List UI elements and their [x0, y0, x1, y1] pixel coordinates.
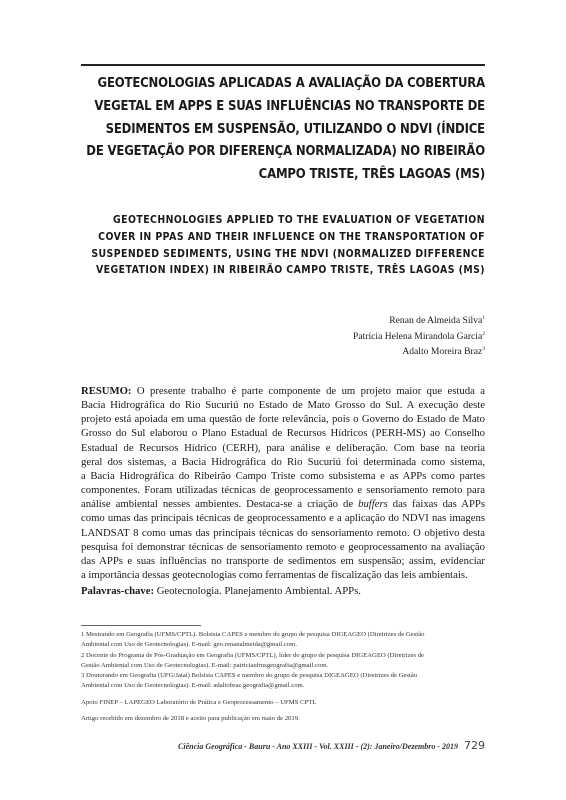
- abstract-line: geral dos sistemas, a Bacia Hidrográfica do Rio Sucuriú foi determinada como sistema,: [81, 455, 485, 468]
- footnote-line: 2 Docente do Programa de Pós-Graduação em Geografia (UFMS/CPTL), líder do grupo de pesquisa DIGEAGEO (Diretrizes de: [81, 651, 425, 659]
- abstract-line: RESUMO: O presente trabalho é parte componente de um projeto maior que estuda a: [81, 385, 485, 397]
- title-en-line: COVER IN PPAS AND THEIR INFLUENCE ON THE TRANSPORTATION OF: [98, 230, 485, 243]
- title-pt-line: GEOTECNOLOGIAS APLICADAS A AVALIAÇÃO DA COBERTURA: [97, 75, 485, 91]
- abstract-line: a importância dessas geotecnologias como ferramentas de fiscalização das leis ambientais.: [81, 569, 468, 582]
- page-footer: [81, 739, 485, 752]
- abstract-line: como umas das principais técnicas de geoprocessamento e a aplicação do NDVI nas imagens: [81, 512, 485, 525]
- italic-term: buffers: [358, 498, 388, 511]
- author-footnote-ref: 2: [482, 330, 485, 337]
- abstract-line: das APPs e suas influências no transporte de sedimentos em suspensão; assim, evidenciar: [81, 554, 485, 567]
- footnotes: [81, 630, 485, 724]
- footnote-line: 1 Mestrando em Geografia (UFMS/CPTL). Bolsista CAPES e membro do grupo de pesquisa DIGEAGEO (Diretrizes de Gestão: [81, 631, 425, 638]
- title-top-rule: [81, 64, 485, 66]
- abstract-line: componentes. Foram utilizadas técnicas de geoprocessamento e sensoriamento remoto para: [81, 484, 485, 497]
- abstract-line: pesquisa foi demonstrar técnicas de sensoriamento remoto e geoprocessamento na avaliação: [81, 540, 485, 553]
- abstract: [81, 384, 485, 582]
- abstract-line: Bacia Hidrográfica do Rio Sucuriú no Estado de Mato Grosso do Sul. A execução deste: [81, 399, 485, 412]
- title-en-line: VEGETATION INDEX) IN RIBEIRÃO CAMPO TRISTE, TRÊS LAGOAS (MS): [95, 264, 485, 277]
- abstract-line: Estadual de Recursos Hídrico (CERH), para análise e deliberação. Com base na teoria: [81, 441, 485, 454]
- page-number: 729: [464, 739, 485, 752]
- keywords: [81, 585, 361, 597]
- abstract-line: a Bacia Hidrográfica do Ribeirão Campo Triste como subsistema e as APPs como partes: [81, 469, 485, 482]
- title-pt-line: DE VEGETAÇÃO POR DIFERENÇA NORMALIZADA) NO RIBEIRÃO: [86, 143, 485, 160]
- title-pt-line: CAMPO TRISTE, TRÊS LAGOAS (MS): [258, 166, 485, 183]
- abstract-line: LANDSAT 8 como umas das principais técnicas do sensoriamento remoto. O objetivo desta: [81, 526, 485, 539]
- title-pt-line: SEDIMENTOS EM SUSPENSÃO, UTILIZANDO O NDVI (ÍNDICE: [105, 120, 485, 137]
- abstract-line: análise ambiental nesses ambientes. Destaca-se a criação de buffers das faixas das APPs: [81, 498, 485, 511]
- footnote-line: Ambiental com Uso de Geotecnologias). E-mail: adaltobraz.geografia@gmail.com.: [81, 682, 305, 690]
- title-en-line: SUSPENDED SEDIMENTS, USING THE NDVI (NORMALIZED DIFFERENCE: [91, 247, 485, 260]
- title-english: [62, 212, 485, 279]
- abstract-line: projeto está apoiada em uma questão de forte relevância, pois o Governo do Estado de Mato: [81, 413, 485, 426]
- footnote-line: Gestão Ambiental com Uso de Geotecnologias). E-mail: patriciaufmsgeografia@gmail.com.: [81, 661, 329, 669]
- keywords-text: Geotecnologia. Planejamento Ambiental. APPs.: [154, 585, 361, 597]
- footnote-divider: [81, 625, 201, 626]
- author: Adalto Moreira Braz$^3$: [402, 346, 485, 358]
- support-note: Apoio FINEP – LAPEGEO Laboratório de Prática e Geoprocessamento – UFMS CPTL: [81, 698, 317, 706]
- keywords-label: Palavras-chave:: [81, 585, 155, 597]
- author-list: [353, 312, 485, 359]
- received-note: Artigo recebido em dezembro de 2018 e aceito para publicação em maio de 2019.: [81, 715, 300, 723]
- abstract-label: RESUMO:: [81, 385, 132, 397]
- journal-citation: Ciência Geográfica - Bauru - Ano XXIII - Vol. XXIII - (2): Janeiro/Dezembro - 2019: [178, 742, 458, 751]
- author-footnote-ref: 3: [482, 346, 485, 353]
- title-en-line: GEOTECHNOLOGIES APPLIED TO THE EVALUATION OF VEGETATION: [113, 214, 486, 226]
- author-footnote-ref: 1: [482, 315, 485, 321]
- author: Renan de Almeida Silva$^1$: [389, 315, 485, 327]
- footnote-line: 3 Doutorando em Geografia (UFG/Jataí) Bolsista CAPES e membro do grupo de pesquisa DIGEAGEO (Diretrizes de Gestão: [81, 672, 418, 680]
- abstract-line: Grosso do Sul elaborou o Plano Estadual de Recursos Hídricos (PERH-MS) ao Conselho: [81, 427, 485, 440]
- title-pt-line: VEGETAL EM APPS E SUAS INFLUÊNCIAS NO TRANSPORTE DE: [94, 97, 485, 114]
- author: Patrícia Helena Mirandola Garcia$^2$: [353, 330, 485, 342]
- title-portuguese: [81, 72, 485, 186]
- footnote-line: Ambiental com Uso de Geotecnologias). E-mail: geo.renanalmeida@gmail.com.: [81, 641, 298, 649]
